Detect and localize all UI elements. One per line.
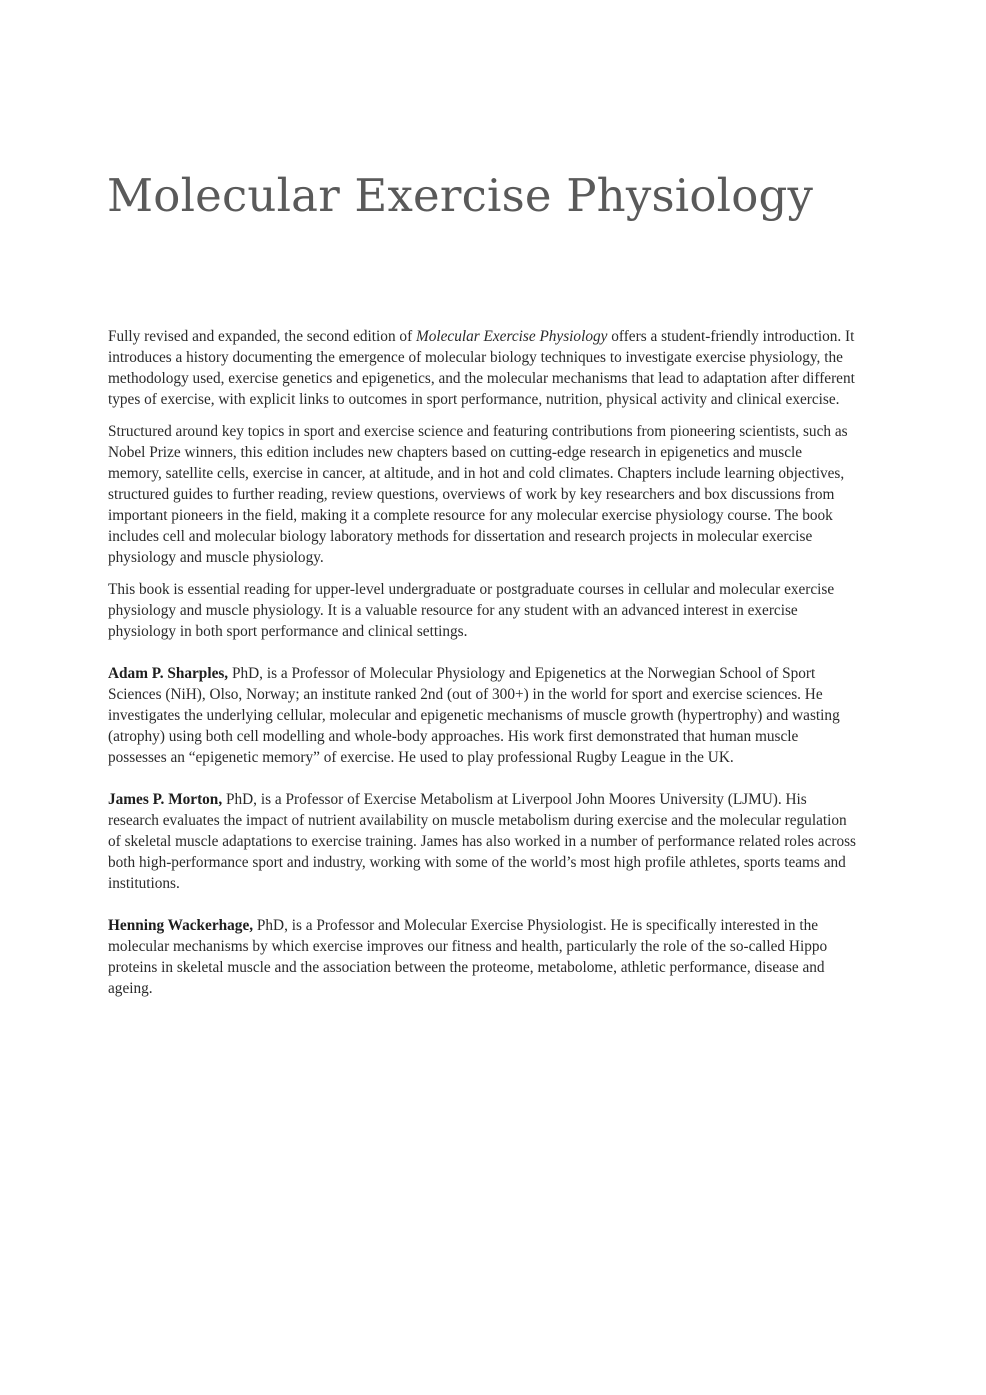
description-paragraph-3: This book is essential reading for upper-level undergraduate or postgraduate courses in cellular and molecular exercise physiology and muscle physiology. It is a valuable resource for any student with an advanced interest in exercise physiology in both sport performance and clinical settings. (108, 581, 835, 640)
author-name-morton: James P. Morton, (108, 791, 223, 808)
book-title: Molecular Exercise Physiology (107, 169, 814, 222)
author-bio-text-morton: PhD, is a Professor of Exercise Metabolism at Liverpool John Moores University (LJMU). His research evaluates the impact of nutrient availability on muscle metabolism during exercise and the molecular regulation of skeletal muscle adaptations to exercise training. James has also worked in a number of performance related roles across both high-performance sport and industry, working with some of the world’s most high profile athletes, sports teams and institutions. (108, 791, 857, 892)
author-bio-text-sharples: PhD, is a Professor of Molecular Physiology and Epigenetics at the Norwegian School of Sport Sciences (NiH), Olso, Norway; an institute ranked 2nd (out of 300+) in the world for sport and exercise sciences. He investigates the underlying cellular, molecular and epigenetic mechanisms of muscle growth (hypertrophy) and wasting (atrophy) using both cell modelling and whole-body approaches. His work first demonstrated that human muscle possesses an “epigenetic memory” of exercise. He used to play professional Rugby League in the UK. (108, 665, 840, 766)
description-paragraph-2: Structured around key topics in sport and exercise science and featuring contributions from pioneering scientists, such as Nobel Prize winners, this edition includes new chapters based on cutting-edge research in epigenetics and muscle memory, satellite cells, exercise in cancer, at altitude, and in hot and cold climates. Chapters include learning objectives, structured guides to further reading, review questions, overviews of work by key researchers and box discussions from important pioneers in the field, making it a complete resource for any molecular exercise physiology course. The book includes cell and molecular biology laboratory methods for dissertation and research projects in molecular exercise physiology and muscle physiology. (108, 423, 848, 566)
author-bio-sharples (108, 663, 858, 768)
author-name-wackerhage: Henning Wackerhage, (108, 917, 254, 934)
book-description-body (108, 326, 858, 999)
description-paragraph-1-rest: offers a student-friendly introduction. It introduces a history documenting the emergence of molecular biology techniques to investigate exercise physiology, the methodology used, exercise genetics and epigenetics, and the molecular mechanisms that lead to adaptation after different types of exercise, with explicit links to outcomes in sport performance, nutrition, physical activity and clinical exercise. (108, 328, 855, 408)
description-paragraph-1 (108, 326, 858, 410)
description-paragraph-1-intro: Fully revised and expanded, the second edition of (108, 328, 416, 345)
author-bio-wackerhage (108, 915, 858, 999)
book-title-inline: Molecular Exercise Physiology (415, 328, 608, 345)
author-bio-morton (108, 789, 858, 894)
author-bio-text-wackerhage: PhD, is a Professor and Molecular Exercise Physiologist. He is specifically interested in the molecular mechanisms by which exercise improves our fitness and health, particularly the role of the so-called Hippo proteins in skeletal muscle and the association between the proteome, metabolome, athletic performance, disease and ageing. (108, 917, 828, 997)
author-name-sharples: Adam P. Sharples, (108, 665, 229, 682)
